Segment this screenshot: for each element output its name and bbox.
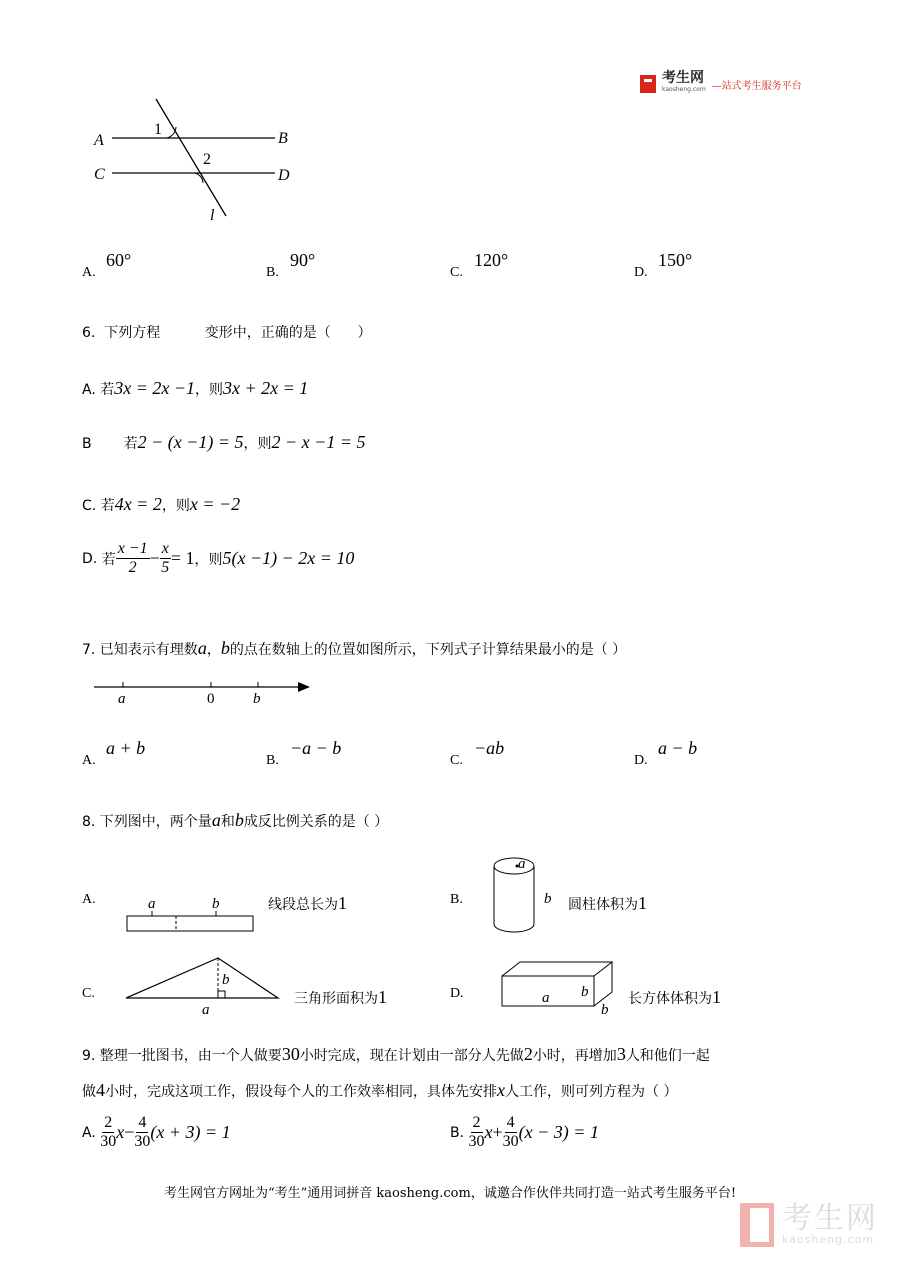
cylinder-figure (488, 852, 568, 936)
q5-c-text: 120° (474, 250, 509, 270)
q8-a-letter: A. (82, 892, 96, 907)
label-l: l (210, 207, 215, 224)
q7-c-text: −ab (474, 738, 505, 758)
label-D: D (278, 167, 290, 184)
q8-d-letter: D. (450, 986, 464, 1001)
q7-a-text: a + b (106, 738, 146, 758)
slogan: —站式考生服务平台 (711, 80, 802, 92)
q5-b-text: 90° (290, 250, 316, 270)
seg-b-label: b (212, 896, 220, 912)
label-B: B (278, 130, 288, 147)
label-A: A (94, 132, 104, 149)
q7-d-letter: D. (634, 753, 648, 768)
q7-a-letter: A. (82, 753, 96, 768)
label-C: C (94, 166, 105, 183)
tri-a-label: a (202, 1002, 210, 1018)
q7-b-letter: B. (266, 753, 279, 768)
label-2: 2 (203, 151, 211, 168)
q6-option-d: D. 若 $\frac{x -1}{2}$ − $\frac{x}{5}$ = 1 ，则 5(x −1) − 2x = 10 (82, 540, 355, 576)
cub-b2-label: b (601, 1002, 609, 1018)
parallel-lines-figure (90, 95, 310, 230)
q5-a-text: 60° (106, 250, 132, 270)
q8-b-letter: B. (450, 892, 463, 907)
footer-text: 考生网官方网址为“考生”通用词拼音 kaosheng.com，诚邀合作伙伴共同打造一站式考生服务平台! (163, 1186, 737, 1201)
watermark: 考生网 kaosheng.com (740, 1203, 878, 1247)
q9-option-a: A. $\frac{2}{30}$ x − $\frac{4}{30}$ (x + 3) = 1 (82, 1114, 231, 1150)
seg-a-label: a (148, 896, 156, 912)
q5-c-letter: C. (450, 265, 463, 280)
q8-d-desc: 长方体体积为1 (628, 987, 721, 1007)
cyl-a-label: a (518, 856, 526, 872)
q8-b-desc: 圆柱体积为1 (568, 893, 647, 913)
q7-stem: 7. 已知表示有理数a，b的点在数轴上的位置如图所示，下列式子计算结果最小的是（ ） (82, 638, 627, 658)
arrow-icon (298, 682, 310, 692)
q6-option-a: A. 若3x = 2x −1，则3x + 2x = 1 (82, 378, 309, 398)
q5-d-text: 150° (658, 250, 693, 270)
q8-c-desc: 三角形面积为1 (294, 987, 387, 1007)
axis-zero: 0 (207, 691, 215, 707)
q8-stem: 8. 下列图中，两个量a和b成反比例关系的是（ ） (82, 810, 389, 830)
q7-c-letter: C. (450, 753, 463, 768)
q7-d-text: a − b (658, 738, 698, 758)
cub-a-label: a (542, 990, 550, 1006)
cyl-b-label: b (544, 891, 552, 907)
q8-a-desc: 线段总长为1 (268, 893, 347, 913)
q6-option-c: C. 若4x = 2，则x = −2 (82, 494, 241, 514)
tri-b-label: b (222, 972, 230, 988)
q5-b-letter: B. (266, 265, 279, 280)
line-l (156, 99, 226, 216)
axis-b: b (253, 691, 261, 707)
label-1: 1 (154, 121, 162, 138)
number-line (90, 676, 320, 712)
watermark-logo-icon (740, 1203, 774, 1247)
axis-a: a (118, 691, 126, 707)
q9-option-b: B. $\frac{2}{30}$ x + $\frac{4}{30}$ (x − 3) = 1 (450, 1114, 599, 1150)
triangle-figure (120, 950, 285, 1020)
q5-d-letter: D. (634, 265, 648, 280)
q6-stem: 6. 下列方程 变形中，正确的是（ ） (82, 325, 372, 341)
q6-option-b: B 若2 − (x −1) = 5，则2 − x −1 = 5 (82, 432, 366, 452)
logo-icon (640, 75, 656, 93)
cuboid-figure (498, 958, 623, 1018)
segment-figure (120, 890, 260, 936)
angle-1-arc (167, 127, 176, 138)
q9-line1: 9. 整理一批图书，由一个人做要30小时完成，现在计划由一部分人先做2小时，再增加3人和他们一起 (82, 1044, 710, 1064)
q5-a-letter: A. (82, 265, 96, 280)
q7-b-text: −a − b (290, 738, 342, 758)
q9-line2: 做4小时，完成这项工作，假设每个人的工作效率相同，具体先安排x人工作，则可列方程为（ ） (82, 1080, 678, 1100)
q8-c-letter: C. (82, 986, 95, 1001)
brand: 考生网 kaosheng.com (662, 70, 706, 93)
header-logo (640, 72, 802, 96)
cub-b-label: b (581, 984, 589, 1000)
